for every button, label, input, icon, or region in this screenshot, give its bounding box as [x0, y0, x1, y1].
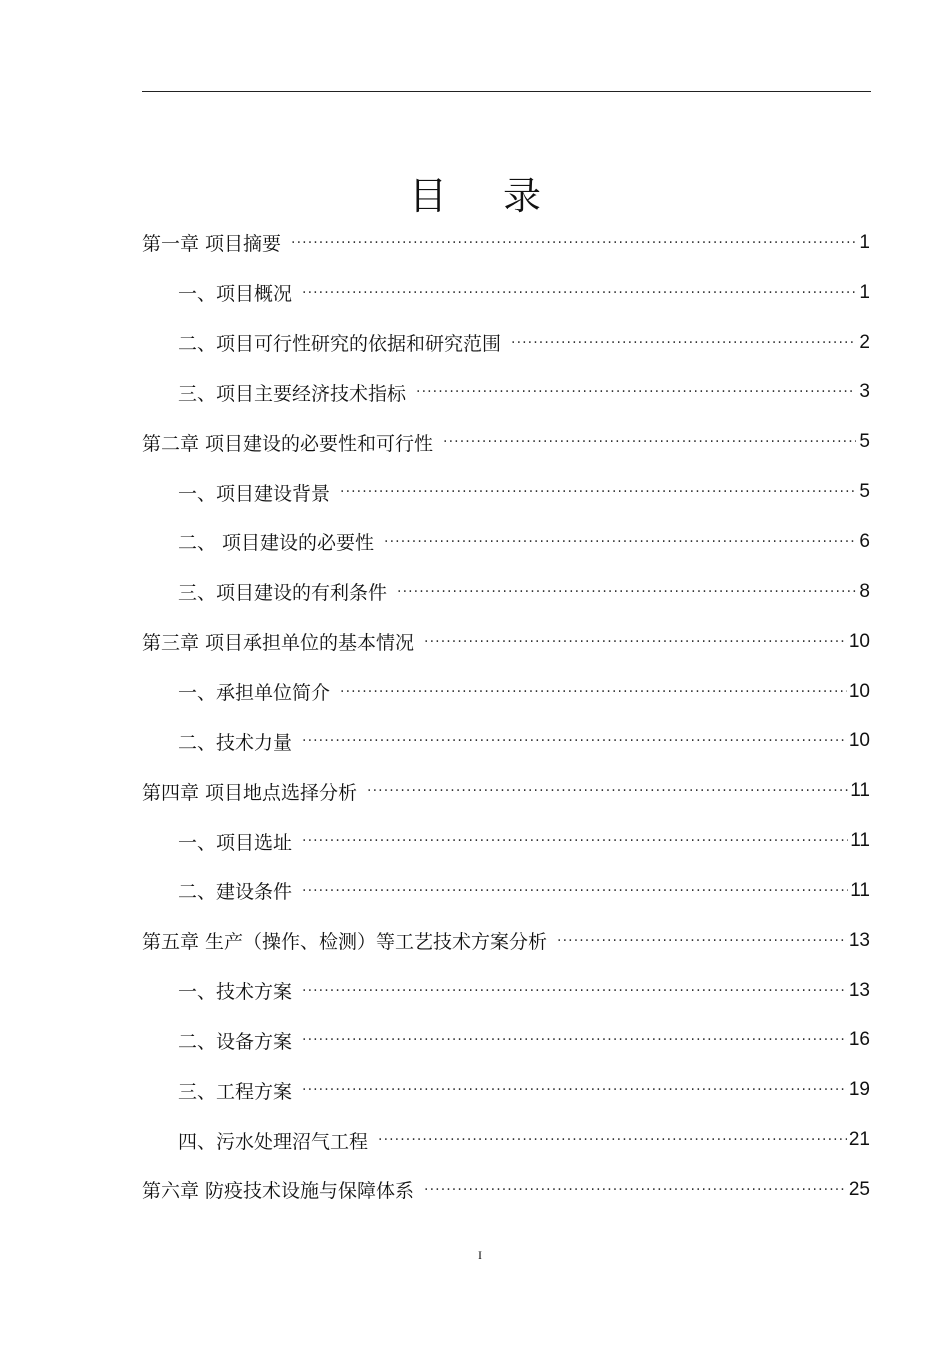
toc-page-number: 5: [859, 431, 870, 453]
toc-entry-label: 一、技术方案: [178, 981, 293, 1004]
toc-section-entry[interactable]: [142, 567, 870, 617]
toc-page-number: 10: [848, 630, 870, 652]
toc-entry-label: 三、工程方案: [178, 1080, 293, 1103]
toc-page-number: 13: [848, 929, 870, 951]
toc-entry-label: 三、项目主要经济技术指标: [178, 382, 407, 405]
toc-entry-label: 一、项目建设背景: [178, 482, 331, 505]
toc-dot-leader: [416, 382, 856, 402]
toc-section-entry[interactable]: [142, 467, 870, 517]
toc-chapter-entry[interactable]: [142, 218, 870, 268]
toc-dot-leader: [302, 283, 856, 303]
toc-entry-label: 二、设备方案: [178, 1030, 293, 1053]
toc-page-number: 2: [859, 331, 870, 353]
toc-dot-leader: [443, 432, 856, 452]
toc-chapter-entry[interactable]: [142, 617, 870, 667]
toc-dot-leader: [302, 1080, 847, 1100]
toc-dot-leader: [378, 1130, 847, 1150]
toc-dot-leader: [302, 981, 847, 1001]
toc-entry-label: 第六章 防疫技术设施与保障体系: [142, 1180, 415, 1203]
toc-chapter-entry[interactable]: [142, 417, 870, 467]
toc-chapter-entry[interactable]: [142, 916, 870, 966]
toc-entry-label: 一、项目选址: [178, 831, 293, 854]
toc-page-number: 11: [850, 780, 870, 802]
toc-entry-label: 第四章 项目地点选择分析: [142, 781, 358, 804]
toc-entry-label: 二、 项目建设的必要性: [178, 532, 375, 555]
toc-dot-leader: [302, 831, 848, 851]
toc-entry-label: 二、技术力量: [178, 731, 293, 754]
toc-entry-label: 第三章 项目承担单位的基本情况: [142, 632, 415, 655]
toc-page-number: 11: [850, 879, 870, 901]
toc-section-entry[interactable]: [142, 268, 870, 318]
toc-section-entry[interactable]: [142, 1065, 870, 1115]
toc-section-entry[interactable]: [142, 866, 870, 916]
toc-page-number: 25: [848, 1178, 870, 1200]
toc-entry-label: 四、污水处理沼气工程: [178, 1130, 369, 1153]
toc-entry-label: 第一章 项目摘要: [142, 233, 282, 256]
toc-section-entry[interactable]: [142, 966, 870, 1016]
toc-section-entry[interactable]: [142, 1115, 870, 1165]
toc-dot-leader: [424, 632, 847, 652]
toc-dot-leader: [302, 881, 848, 901]
toc-page-number: 13: [848, 979, 870, 1001]
toc-dot-leader: [397, 582, 856, 602]
toc-section-entry[interactable]: [142, 368, 870, 418]
toc-section-entry[interactable]: [142, 716, 870, 766]
toc-entry-label: 第五章 生产（操作、检测）等工艺技术方案分析: [142, 931, 548, 954]
toc-page-number: 8: [859, 580, 870, 602]
toc-entry-label: 二、项目可行性研究的依据和研究范围: [178, 333, 502, 356]
toc-dot-leader: [291, 233, 856, 253]
toc-page-number: 1: [859, 281, 870, 303]
toc-dot-leader: [424, 1180, 847, 1200]
toc-dot-leader: [302, 1030, 847, 1050]
toc-page-number: 19: [848, 1079, 870, 1101]
toc-page-number: 11: [850, 830, 870, 852]
header-rule: [142, 91, 871, 92]
toc-page-number: 10: [848, 730, 870, 752]
toc-entry-label: 二、建设条件: [178, 881, 293, 904]
toc-dot-leader: [367, 781, 848, 801]
toc-section-entry[interactable]: [142, 1016, 870, 1066]
toc-dot-leader: [340, 682, 847, 702]
toc-dot-leader: [302, 731, 847, 751]
toc-entry-label: 一、项目概况: [178, 283, 293, 306]
toc-chapter-entry[interactable]: [142, 766, 870, 816]
toc-section-entry[interactable]: [142, 816, 870, 866]
toc-page-number: 6: [859, 530, 870, 552]
toc-dot-leader: [557, 931, 847, 951]
toc-dot-leader: [384, 532, 856, 552]
toc-page-number: 21: [848, 1129, 870, 1151]
toc-dot-leader: [511, 333, 856, 353]
toc-section-entry[interactable]: [142, 667, 870, 717]
page-number-footer: I: [478, 1248, 482, 1262]
toc-page-number: 5: [859, 481, 870, 503]
toc-entry-label: 一、承担单位简介: [178, 682, 331, 705]
page-title: 目 录: [408, 174, 564, 218]
toc-entry-label: 三、项目建设的有利条件: [178, 582, 388, 605]
table-of-contents: [142, 218, 870, 1215]
toc-page-number: 3: [859, 381, 870, 403]
toc-entry-label: 第二章 项目建设的必要性和可行性: [142, 432, 434, 455]
toc-section-entry[interactable]: [142, 318, 870, 368]
toc-page-number: 10: [848, 680, 870, 702]
toc-section-entry[interactable]: [142, 517, 870, 567]
toc-page-number: 1: [859, 231, 870, 253]
toc-chapter-entry[interactable]: [142, 1165, 870, 1215]
toc-page-number: 16: [848, 1029, 870, 1051]
toc-dot-leader: [340, 482, 856, 502]
